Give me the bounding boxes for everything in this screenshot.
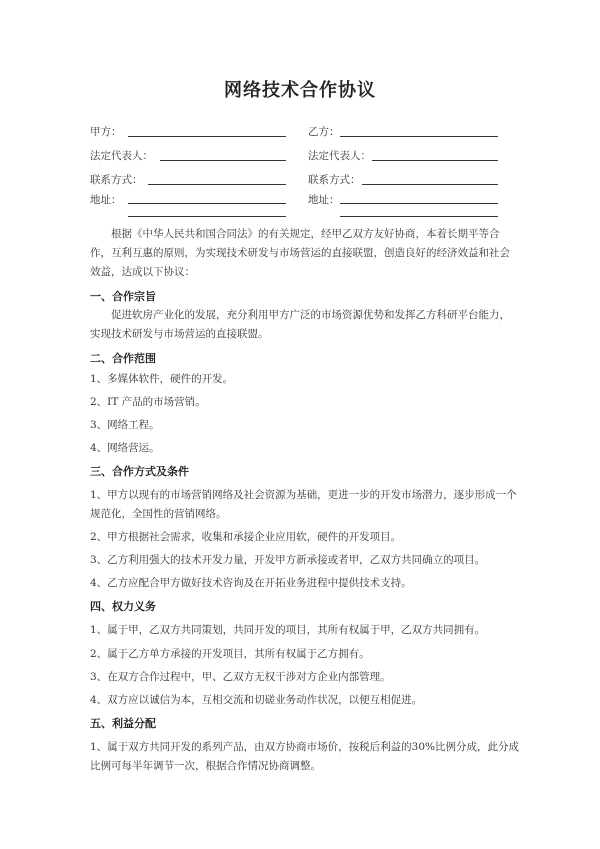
list-item: 2、属于乙方单方承接的开发项目，其所有权属于乙方拥有。 [90,648,370,660]
list-item: 1、属于甲，乙双方共同策划，共同开发的项目，其所有权属于甲，乙双方共同拥有。 [90,624,486,636]
section-heading: 四、权力义务 [90,600,156,613]
party-b-address-blank-2 [340,216,498,217]
party-b-rep-label: 法定代表人： [308,150,371,162]
party-b-address-blank-1 [340,203,498,204]
party-b-rep-blank [372,160,498,161]
list-item: 2、IT 产品的市场营销。 [90,396,206,408]
section-paragraph: 促进软房产业化的发展，充分利用甲方广泛的市场资源优势和发挥乙方科研平台能力，实现技术研发与市场营运的直接联盟。 [90,309,510,340]
list-item: 4、双方应以诚信为本，互相交流和切磋业务动作状况，以便互相促进。 [90,694,423,706]
party-a-contact-label: 联系方式： [90,174,143,186]
party-a-blank [128,136,286,137]
list-item: 4、乙方应配合甲方做好技术咨询及在开拓业务进程中提供技术支持。 [90,577,412,589]
party-a-address-blank-1 [128,203,286,204]
party-b-blank [340,136,498,137]
document-title: 网络技术合作协议 [224,80,376,101]
list-item: 2、甲方根据社会需求，收集和承接企业应用软，硬件的开发项目。 [90,531,402,543]
party-a-contact-blank [148,184,286,185]
list-item: 4、网络营运。 [90,442,160,454]
section-heading: 三、合作方式及条件 [90,465,189,478]
list-item: 3、在双方合作过程中，甲、乙双方无权干涉对方企业内部管理。 [90,671,391,683]
party-b-contact-label: 联系方式： [308,174,361,186]
section-heading: 五、利益分配 [90,717,156,730]
list-item: 3、乙方利用强大的技术开发力量，开发甲方新承接或者甲，乙双方共同确立的项目。 [90,554,486,566]
party-a-rep-blank [160,160,286,161]
list-item: 1、甲方以现有的市场营销网络及社会资源为基础，更进一步的开发市场潜力，逐步形成一个规范化，全国性的营销网络。 [90,489,517,520]
list-item: 1、多媒体软件，硬件的开发。 [90,373,234,385]
list-item: 1、属于双方共同开发的系列产品，由双方协商市场价，按税后利益的30%比例分成，此分成比例可每半年调节一次，根据合作情况协商调整。 [90,741,520,772]
party-b-address-label: 地址： [308,194,340,206]
party-a-rep-label: 法定代表人： [90,150,153,162]
section-heading: 一、合作宗旨 [90,290,156,303]
list-item: 3、网络工程。 [90,419,160,431]
party-a-label: 甲方： [90,126,122,138]
party-a-address-blank-2 [128,216,286,217]
party-b-label: 乙方： [308,126,340,138]
party-b-contact-blank [362,184,498,185]
section-heading: 二、合作范围 [90,352,156,365]
intro-paragraph: 根据《中华人民共和国合同法》的有关规定，经甲乙双方友好协商，本着长期平等合作，互利互惠的原则，为实现技术研发与市场营运的直接联盟，创造良好的经济效益和社会效益，达成以下协议： [90,228,510,278]
party-a-address-label: 地址： [90,194,122,206]
